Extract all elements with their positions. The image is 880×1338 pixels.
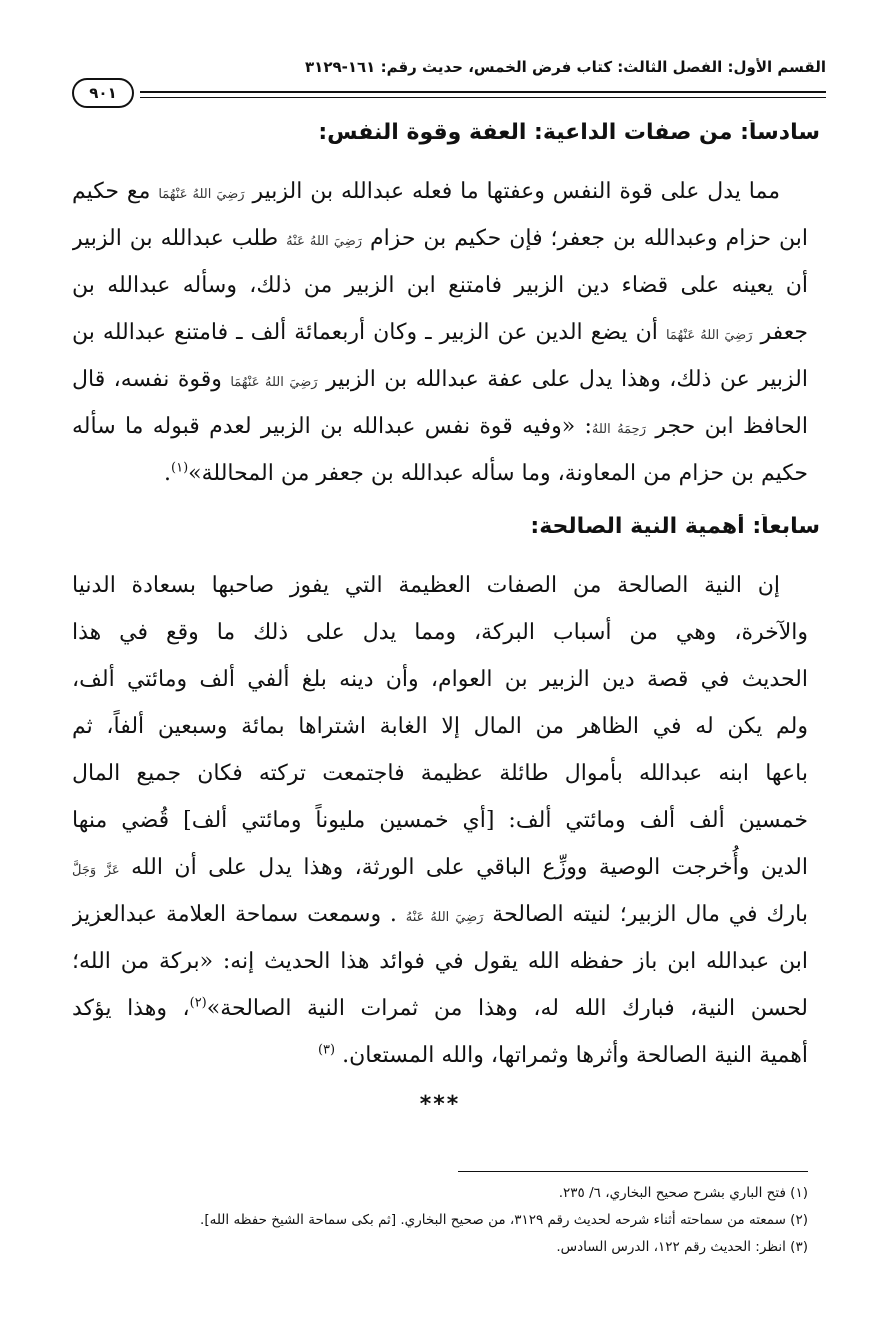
- text-line: جعفر رَضِيَ اللهُ عَنْهُمَا أن يضع الدين عن الزبير ـ وكان أربعمائة ألف ـ فامتنع عبدالله بن: [72, 320, 808, 345]
- honorific-glyph: رَضِيَ اللهُ عَنْهُمَا: [230, 375, 318, 390]
- text-line: ابن حزام وعبدالله بن جعفر؛ فإن حكيم بن حزام رَضِيَ اللهُ عَنْهُ طلب عبدالله بن الزبير: [72, 226, 808, 251]
- text-line: والآخرة، وهي من أسباب البركة، ومما يدل على ذلك ما وقع في هذا: [72, 620, 808, 645]
- footnote-rule: [458, 1171, 808, 1172]
- text-line: ولم يكن له في الظاهر من المال إلا الغابة اشتراها بمائة وسبعين ألفاً، ثم: [72, 714, 808, 739]
- header-rule: [140, 91, 826, 93]
- footnote-ref: (٢): [189, 995, 207, 1011]
- honorific-glyph: رَضِيَ اللهُ عَنْهُمَا: [665, 328, 753, 343]
- text-line: الدين وأُخرجت الوصية ووزِّع الباقي على الورثة، وهذا يدل على أن الله عَزَّ وَجَلَّ: [72, 855, 808, 880]
- honorific-glyph: رَضِيَ اللهُ عَنْهُ: [286, 234, 363, 249]
- running-header: القسم الأول: الفصل الثالث: كتاب فرض الخمس، حديث رقم: ١٦١-٣١٢٩: [305, 58, 826, 76]
- text-line: الحديث في قصة دين الزبير بن العوام، وأن دينه بلغ ألفي ألف ومائتي ألف،: [72, 667, 808, 692]
- honorific-glyph: عَزَّ وَجَلَّ: [72, 863, 120, 878]
- honorific-glyph: رَضِيَ اللهُ عَنْهُمَا: [158, 187, 245, 202]
- text-line: حكيم بن حزام من المعاونة، وما سأله عبدالله بن جعفر من المحاللة»$^{(١)}$.: [164, 460, 808, 486]
- footnote-ref: (٣): [317, 1042, 336, 1058]
- text-line: إن النية الصالحة من الصفات العظيمة التي يفوز صاحبها بسعادة الدنيا: [72, 573, 780, 598]
- section-separator: ***: [419, 1092, 461, 1117]
- text-line: الحافظ ابن حجر رَحِمَهُ اللهُ: «وفيه قوة نفس عبدالله بن الزبير لعدم قبوله ما سأله: [72, 414, 808, 439]
- footnote-1: (١) فتح الباري بشرح صحيح البخاري، ٦/ ٢٣٥.: [558, 1185, 808, 1201]
- text-line: أن يعينه على قضاء دين الزبير فامتنع ابن الزبير من ذلك، وسأله عبدالله بن: [72, 273, 808, 298]
- text-line: باعها ابنه عبدالله بأموال طائلة عظيمة فاجتمعت تركته فكان جميع المال: [72, 761, 808, 786]
- text-line: الزبير عن ذلك، وهذا يدل على عفة عبدالله بن الزبير رَضِيَ اللهُ عَنْهُمَا وقوة نفسه، قال: [72, 367, 808, 392]
- text-line: بارك في مال الزبير؛ لنيته الصالحة رَضِيَ اللهُ عَنْهُ . وسمعت سماحة العلامة عبدالعزيز: [72, 902, 808, 927]
- text-line: مما يدل على قوة النفس وعفتها ما فعله عبدالله بن الزبير رَضِيَ اللهُ عَنْهُمَا مع حكيم: [72, 179, 781, 204]
- footnote-2: (٢) سمعته من سماحته أثناء شرحه لحديث رقم ٣١٢٩، من صحيح البخاري. [ثم بكى سماحة الشيخ حفظه الله].: [200, 1212, 808, 1228]
- section-heading-6: سادساً: من صفات الداعية: العفة وقوة النفس:: [318, 120, 820, 145]
- paragraph-self-restraint: [72, 168, 808, 497]
- text-line: لحسن النية، فبارك الله له، وهذا من ثمرات النية الصالحة»$^{(٢)}$، وهذا يؤكد: [72, 995, 808, 1021]
- honorific-glyph: رَضِيَ اللهُ عَنْهُ: [405, 910, 484, 925]
- honorific-glyph: رَحِمَهُ اللهُ: [591, 422, 646, 437]
- header-rule-thin: [140, 97, 826, 98]
- footnote-3: (٣) انظر: الحديث رقم ١٢٢، الدرس السادس.: [556, 1239, 808, 1255]
- section-heading-7: سابعاً: أهمية النية الصالحة:: [530, 514, 820, 539]
- text-line: أهمية النية الصالحة وأثرها وثمراتها، والله المستعان. $^{(٣)}$: [317, 1042, 808, 1068]
- footnote-ref: (١): [171, 460, 189, 476]
- page-number: ٩٠١: [72, 78, 134, 108]
- text-line: خمسين ألف ألف ومائتي ألف: [أي خمسين مليوناً ومائتي ألف] قُضي منها: [72, 808, 808, 833]
- paragraph-good-intention: [72, 562, 808, 1079]
- footnotes: [72, 1180, 808, 1261]
- text-line: ابن عبدالله ابن باز حفظه الله يقول في فوائد هذا الحديث إنه: «بركة من الله؛: [72, 949, 808, 974]
